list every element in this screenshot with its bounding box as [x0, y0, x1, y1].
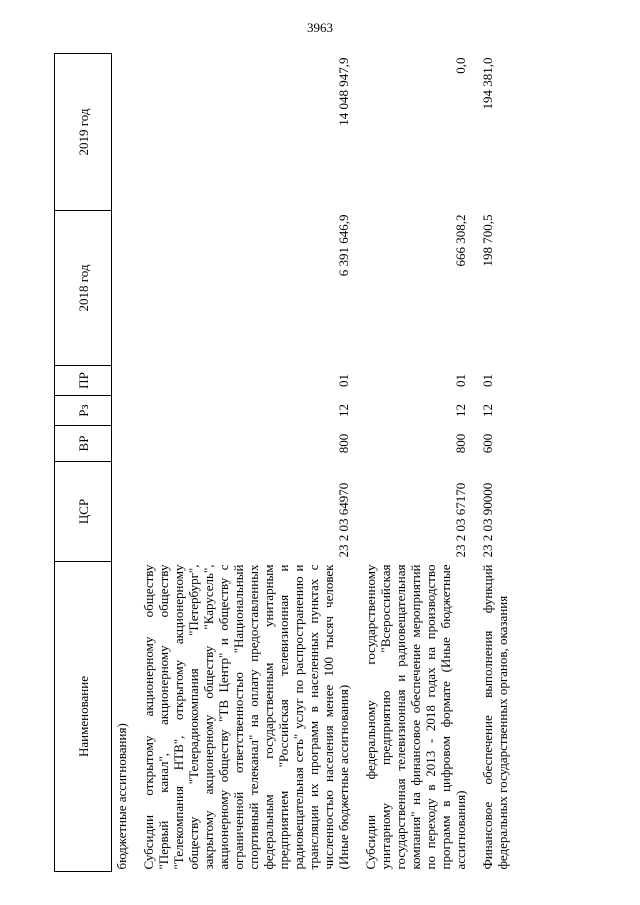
row-rz: 12	[336, 404, 351, 417]
row-csr: 23 2 03 67170	[453, 482, 468, 558]
table-header-row	[55, 54, 112, 872]
table-row	[112, 54, 130, 872]
row-2018: 666 308,2	[453, 214, 468, 267]
row-name: Субсидии федеральному государственному унитарному предприятию "Всероссийская государственная телевизионная и радиовещательная компания" на финансовое обеспечение мероприятий по переходу в 2013 - 2018 годах на производство программ в цифровом формате (Иные бюджетные ассигнования)	[363, 564, 468, 870]
budget-table	[54, 53, 520, 872]
row-pr: 01	[336, 374, 351, 387]
page-number: 3963	[307, 20, 333, 35]
row-vr: 800	[336, 433, 351, 454]
row-rz: 12	[453, 404, 468, 417]
header-vr: ВР	[55, 426, 112, 462]
row-csr: 23 2 03 64970	[336, 482, 351, 558]
header-name: Наименование	[55, 562, 112, 872]
table-row	[129, 54, 351, 872]
header-2019: 2019 год	[55, 54, 112, 211]
row-2018: 6 391 646,9	[336, 214, 351, 277]
row-vr: 600	[480, 433, 495, 454]
row-pr: 01	[480, 374, 495, 387]
header-2018: 2018 год	[55, 211, 112, 366]
row-name: Субсидии открытому акционерному обществу "Первый канал", акционерному обществу "Телекомпания НТВ", открытому акционерному обществу "Телерадиокомпания "Петербург", закрытому акционерному обществу "Карусель", акционерному обществу "ТВ Центр" и обществу с ограниченной ответственностью "Национальный спортивный телеканал" на оплату предоставленных федеральным государственным унитарным предприятием "Российская телевизионная и радиовещательная сеть" услуг по распространению и трансляции их программ в населенных пунктах с численностью населения менее 100 тысяч человек (Иные бюджетные ассигнования)	[141, 564, 351, 870]
table-row	[351, 54, 468, 872]
rotated-table-container	[54, 54, 614, 872]
header-csr: ЦСР	[55, 462, 112, 562]
header-rz: Рз	[55, 396, 112, 426]
row-2019: 14 048 947,9	[336, 57, 351, 126]
header-pr: ПР	[55, 366, 112, 396]
row-2019: 0,0	[453, 57, 468, 74]
row-csr: 23 2 03 90000	[480, 482, 495, 558]
row-name: Финансовое обеспечение выполнения функций федеральных государственных органов, оказания	[480, 564, 510, 870]
table-row	[468, 54, 520, 872]
row-vr: 800	[453, 433, 468, 454]
continuation-text: бюджетные ассигнования)	[114, 723, 129, 870]
row-2019: 194 381,0	[480, 57, 495, 110]
row-2018: 198 700,5	[480, 214, 495, 267]
row-rz: 12	[480, 404, 495, 417]
row-pr: 01	[453, 374, 468, 387]
